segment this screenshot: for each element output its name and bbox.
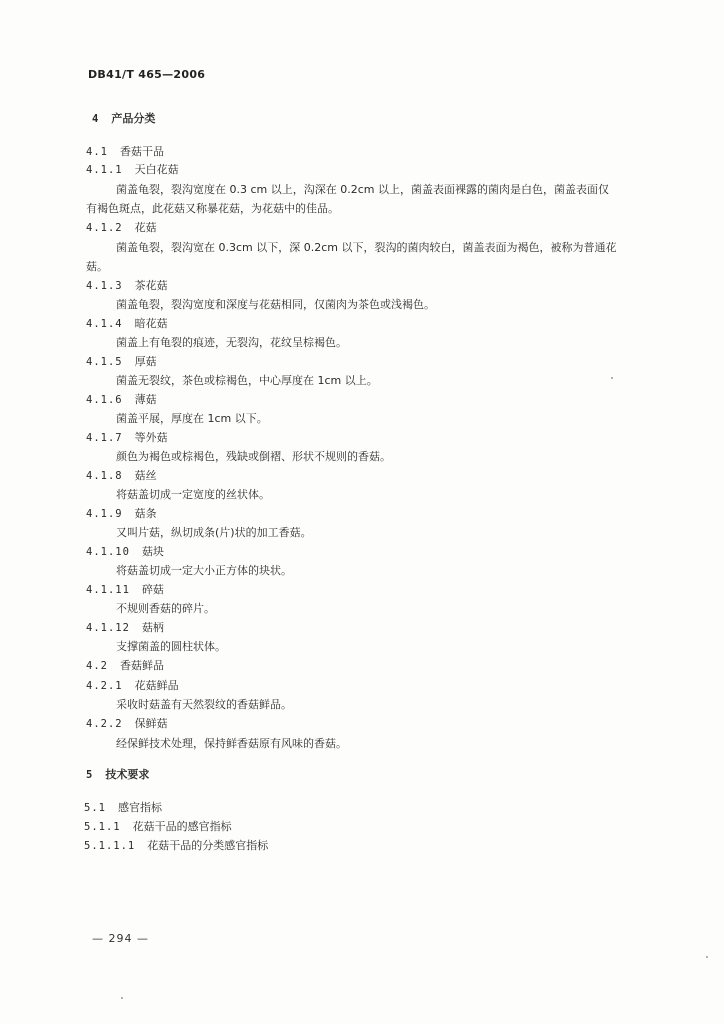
standard-code: DB41/T 465—2006 xyxy=(88,68,206,81)
clause-heading-4-1-6: 4.1.6 薄菇 xyxy=(86,393,157,406)
paragraph-line: 菌盖龟裂，裂沟宽度在 0.3 cm 以上，沟深在 0.2cm 以上，菌盖表面裸露的菌肉是白色，菌盖表面仅 xyxy=(116,183,609,196)
section-heading-4: 4 产品分类 xyxy=(92,112,156,125)
paragraph-line: 将菇盖切成一定宽度的丝状体。 xyxy=(116,488,270,501)
clause-heading-4-2-1: 4.2.1 花菇鲜品 xyxy=(86,679,179,692)
scan-speck xyxy=(706,956,708,958)
paragraph-line: 支撑菌盖的圆柱状体。 xyxy=(116,640,226,653)
paragraph-line: 有褐色斑点，此花菇又称暴花菇，为花菇中的佳品。 xyxy=(86,202,339,215)
paragraph-line: 颜色为褐色或棕褐色，残缺或倒褶、形状不规则的香菇。 xyxy=(116,450,391,463)
clause-heading-5-1-1: 5.1.1 花菇干品的感官指标 xyxy=(84,820,232,833)
paragraph-line: 又叫片菇，纵切成条(片)状的加工香菇。 xyxy=(116,526,312,539)
clause-heading-4-1-4: 4.1.4 暗花菇 xyxy=(86,317,168,330)
clause-heading-4-2-2: 4.2.2 保鲜菇 xyxy=(86,717,168,730)
paragraph-line: 采收时菇盖有天然裂纹的香菇鲜品。 xyxy=(116,698,292,711)
clause-heading-4-1-1: 4.1.1 天白花菇 xyxy=(86,163,179,176)
paragraph-line: 将菇盖切成一定大小正方体的块状。 xyxy=(116,564,292,577)
scan-speck xyxy=(611,377,613,379)
paragraph-line: 菌盖龟裂，裂沟宽在 0.3cm 以下，深 0.2cm 以下，裂沟的菌肉较白，菌盖表面为褐色，被称为普通花 xyxy=(116,241,617,254)
paragraph-line: 不规则香菇的碎片。 xyxy=(116,602,215,615)
clause-heading-4-1-10: 4.1.10 菇块 xyxy=(86,545,164,558)
paragraph-line: 菇。 xyxy=(86,260,108,273)
paragraph-line: 经保鲜技术处理，保持鲜香菇原有风味的香菇。 xyxy=(116,737,347,750)
clause-heading-4-1-8: 4.1.8 菇丝 xyxy=(86,469,157,482)
clause-heading-4-1-11: 4.1.11 碎菇 xyxy=(86,583,164,596)
paragraph-line: 菌盖平展，厚度在 1cm 以下。 xyxy=(116,412,268,425)
subsection-heading-4-2: 4.2 香菇鲜品 xyxy=(86,659,164,672)
paragraph-line: 菌盖龟裂，裂沟宽度和深度与花菇相同，仅菌肉为茶色或浅褐色。 xyxy=(116,298,435,311)
clause-heading-4-1-2: 4.1.2 花菇 xyxy=(86,221,157,234)
clause-heading-5-1-1-1: 5.1.1.1 花菇干品的分类感官指标 xyxy=(84,839,269,852)
subsection-heading-5-1: 5.1 感官指标 xyxy=(84,801,162,814)
clause-heading-4-1-9: 4.1.9 菇条 xyxy=(86,507,157,520)
page-number: — 294 — xyxy=(92,932,149,945)
clause-heading-4-1-7: 4.1.7 等外菇 xyxy=(86,431,168,444)
clause-heading-4-1-3: 4.1.3 茶花菇 xyxy=(86,279,168,292)
section-heading-5: 5 技术要求 xyxy=(86,768,150,781)
clause-heading-4-1-5: 4.1.5 厚菇 xyxy=(86,355,157,368)
paragraph-line: 菌盖无裂纹，茶色或棕褐色，中心厚度在 1cm 以上。 xyxy=(116,374,378,387)
subsection-heading-4-1: 4.1 香菇干品 xyxy=(86,145,164,158)
paragraph-line: 菌盖上有龟裂的痕迹，无裂沟，花纹呈棕褐色。 xyxy=(116,336,347,349)
scan-speck xyxy=(121,997,123,999)
clause-heading-4-1-12: 4.1.12 菇柄 xyxy=(86,621,164,634)
